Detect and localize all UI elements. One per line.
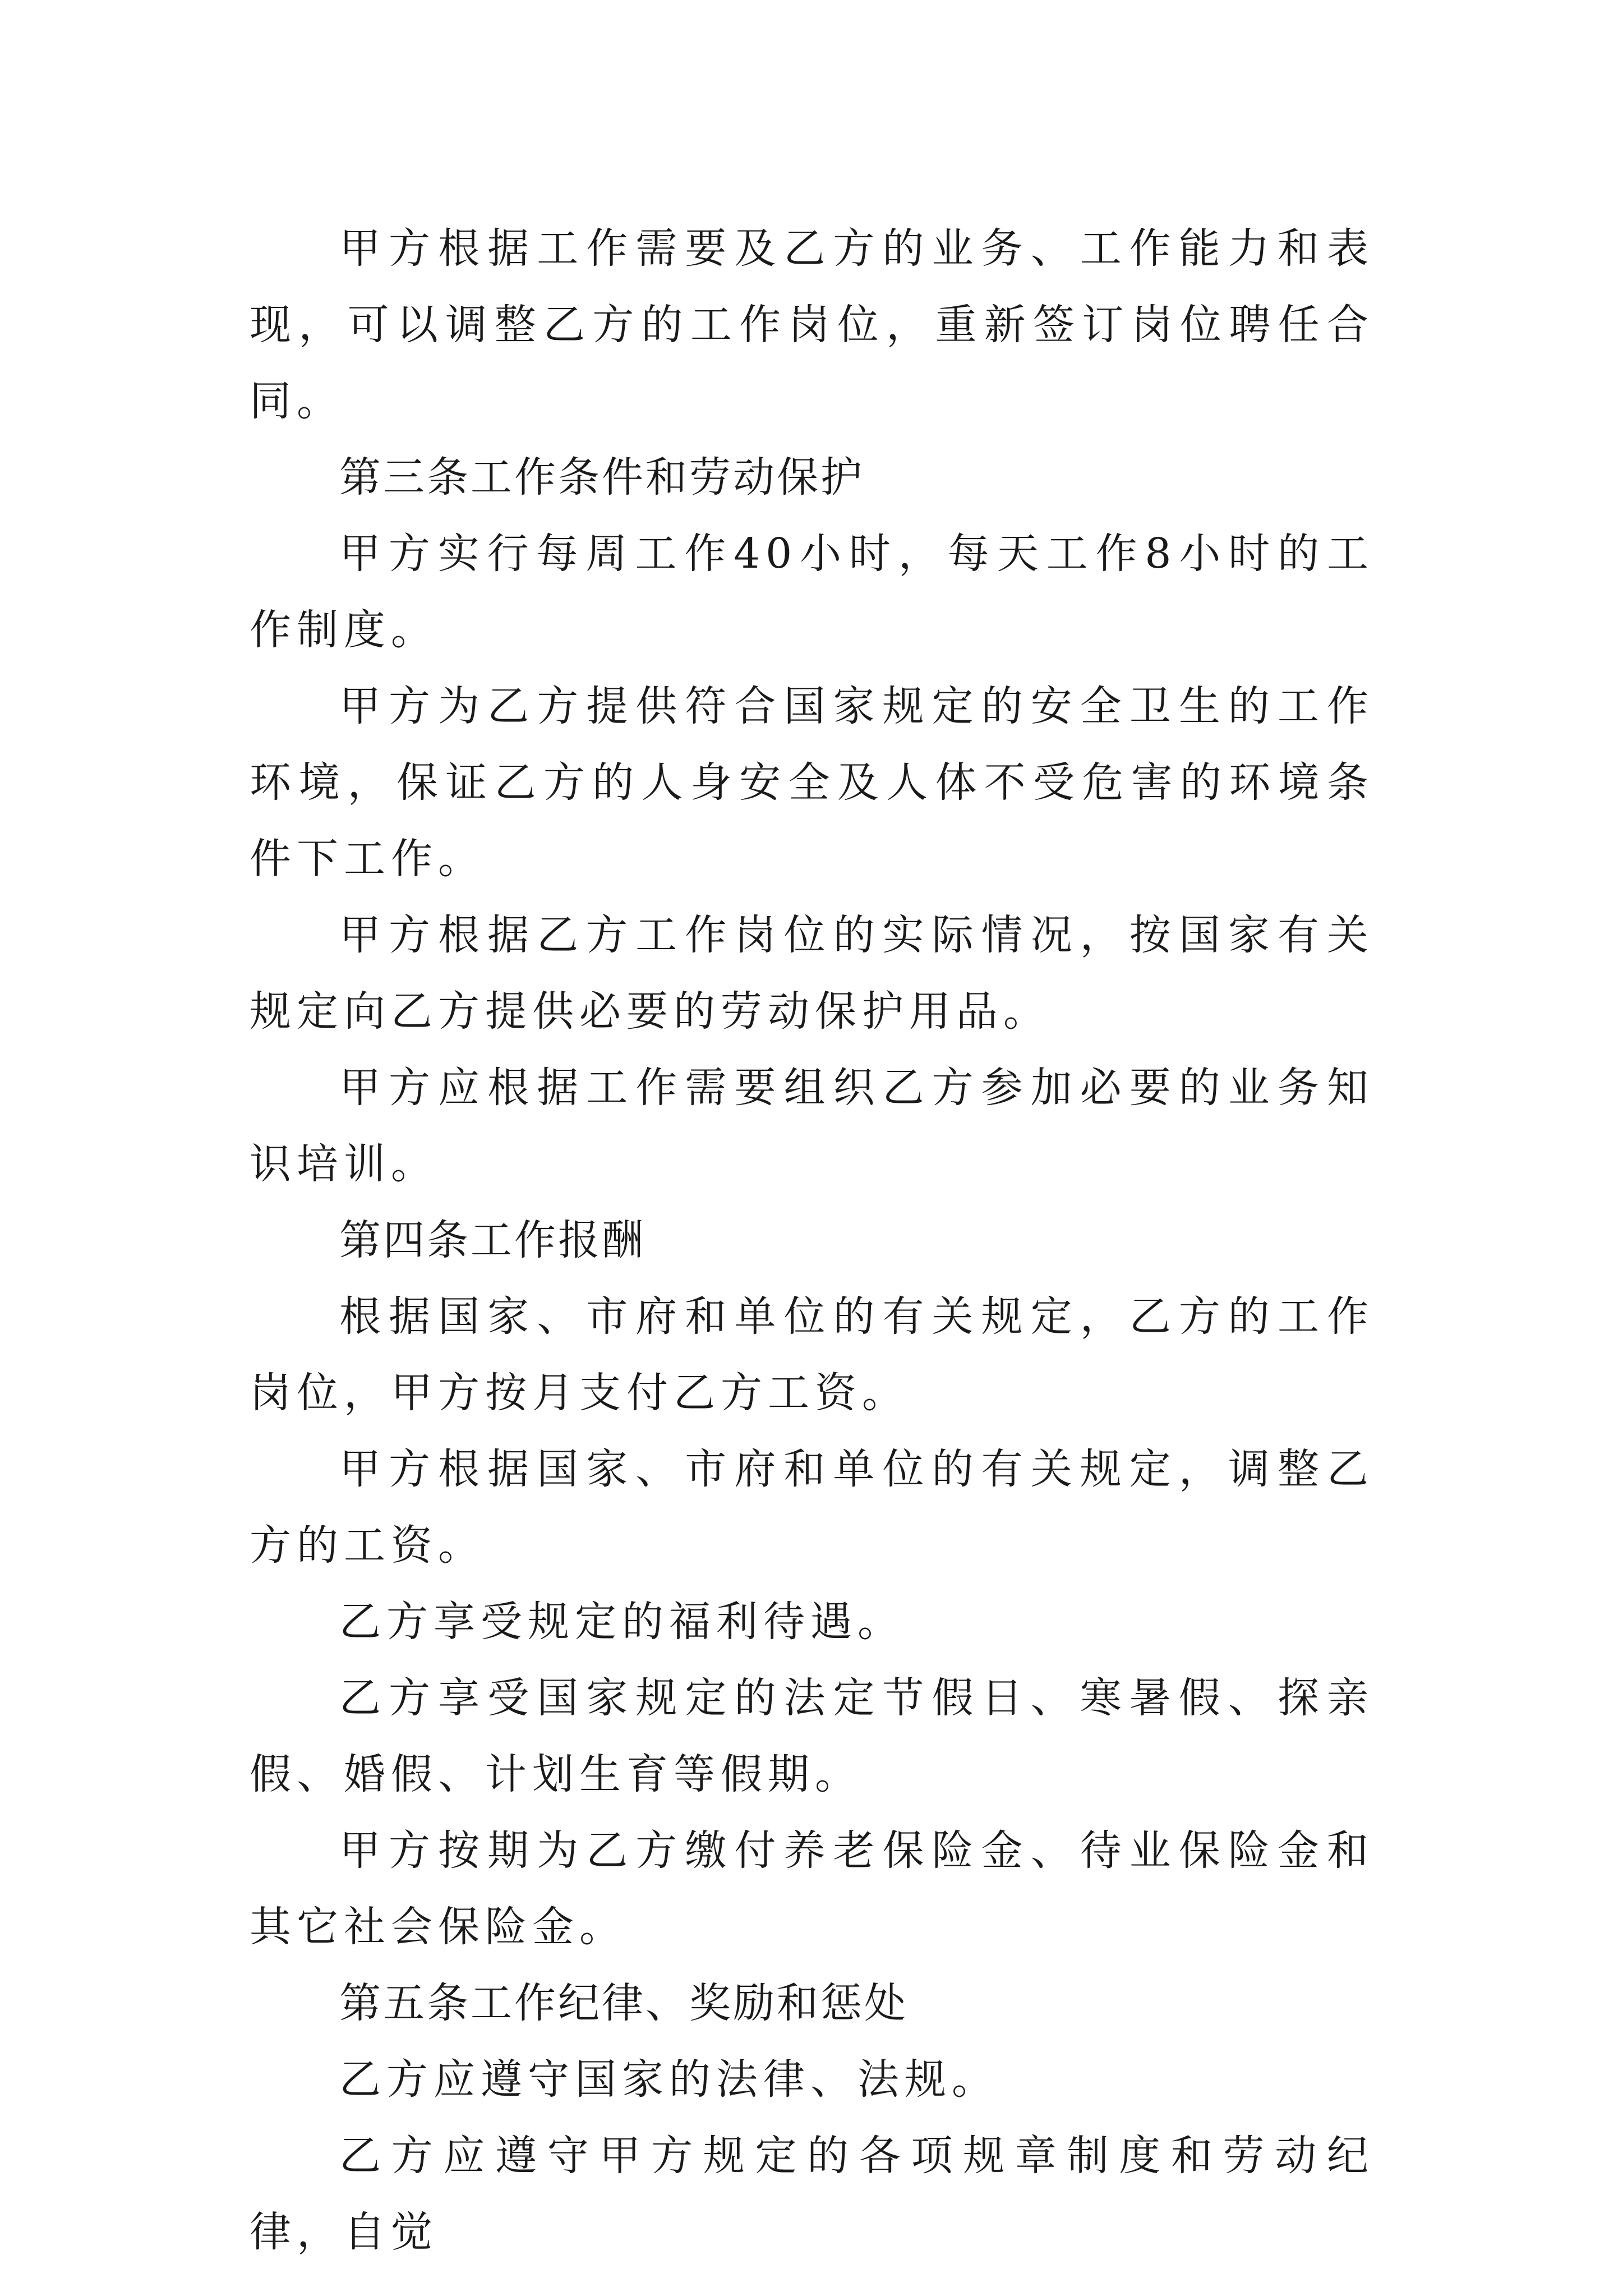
paragraph: 乙方应遵守甲方规定的各项规章制度和劳动纪律，自觉: [250, 2132, 1374, 2256]
section-heading: 第五条工作纪律、奖励和惩处: [339, 1979, 908, 2027]
section-heading: 第四条工作报酬: [339, 1216, 645, 1264]
paragraph: 乙方享受规定的福利待遇。: [339, 1598, 905, 1646]
paragraph: 甲方实行每周工作40小时，每天工作8小时的工作制度。: [250, 530, 1374, 654]
paragraph: 甲方为乙方提供符合国家规定的安全卫生的工作环境，保证乙方的人身安全及人体不受危害的环境条件下工作。: [250, 682, 1374, 883]
section-heading: 第三条工作条件和劳动保护: [339, 453, 864, 501]
paragraph: 甲方按期为乙方缴付养老保险金、待业保险金和其它社会保险金。: [250, 1826, 1374, 1951]
paragraph: 根据国家、市府和单位的有关规定，乙方的工作岗位，甲方按月支付乙方工资。: [250, 1292, 1374, 1417]
paragraph: 甲方应根据工作需要组织乙方参加必要的业务知识培训。: [250, 1064, 1374, 1188]
paragraph: 乙方应遵守国家的法律、法规。: [339, 2055, 999, 2104]
paragraph: 甲方根据国家、市府和单位的有关规定，调整乙方的工资。: [250, 1445, 1374, 1570]
paragraph: 乙方享受国家规定的法定节假日、寒暑假、探亲假、婚假、计划生育等假期。: [250, 1674, 1374, 1798]
paragraph: 甲方根据乙方工作岗位的实际情况，按国家有关规定向乙方提供必要的劳动保护用品。: [250, 911, 1374, 1036]
document-body: [250, 210, 1374, 2270]
paragraph: 甲方根据工作需要及乙方的业务、工作能力和表现，可以调整乙方的工作岗位，重新签订岗位聘任合同。: [250, 224, 1374, 425]
